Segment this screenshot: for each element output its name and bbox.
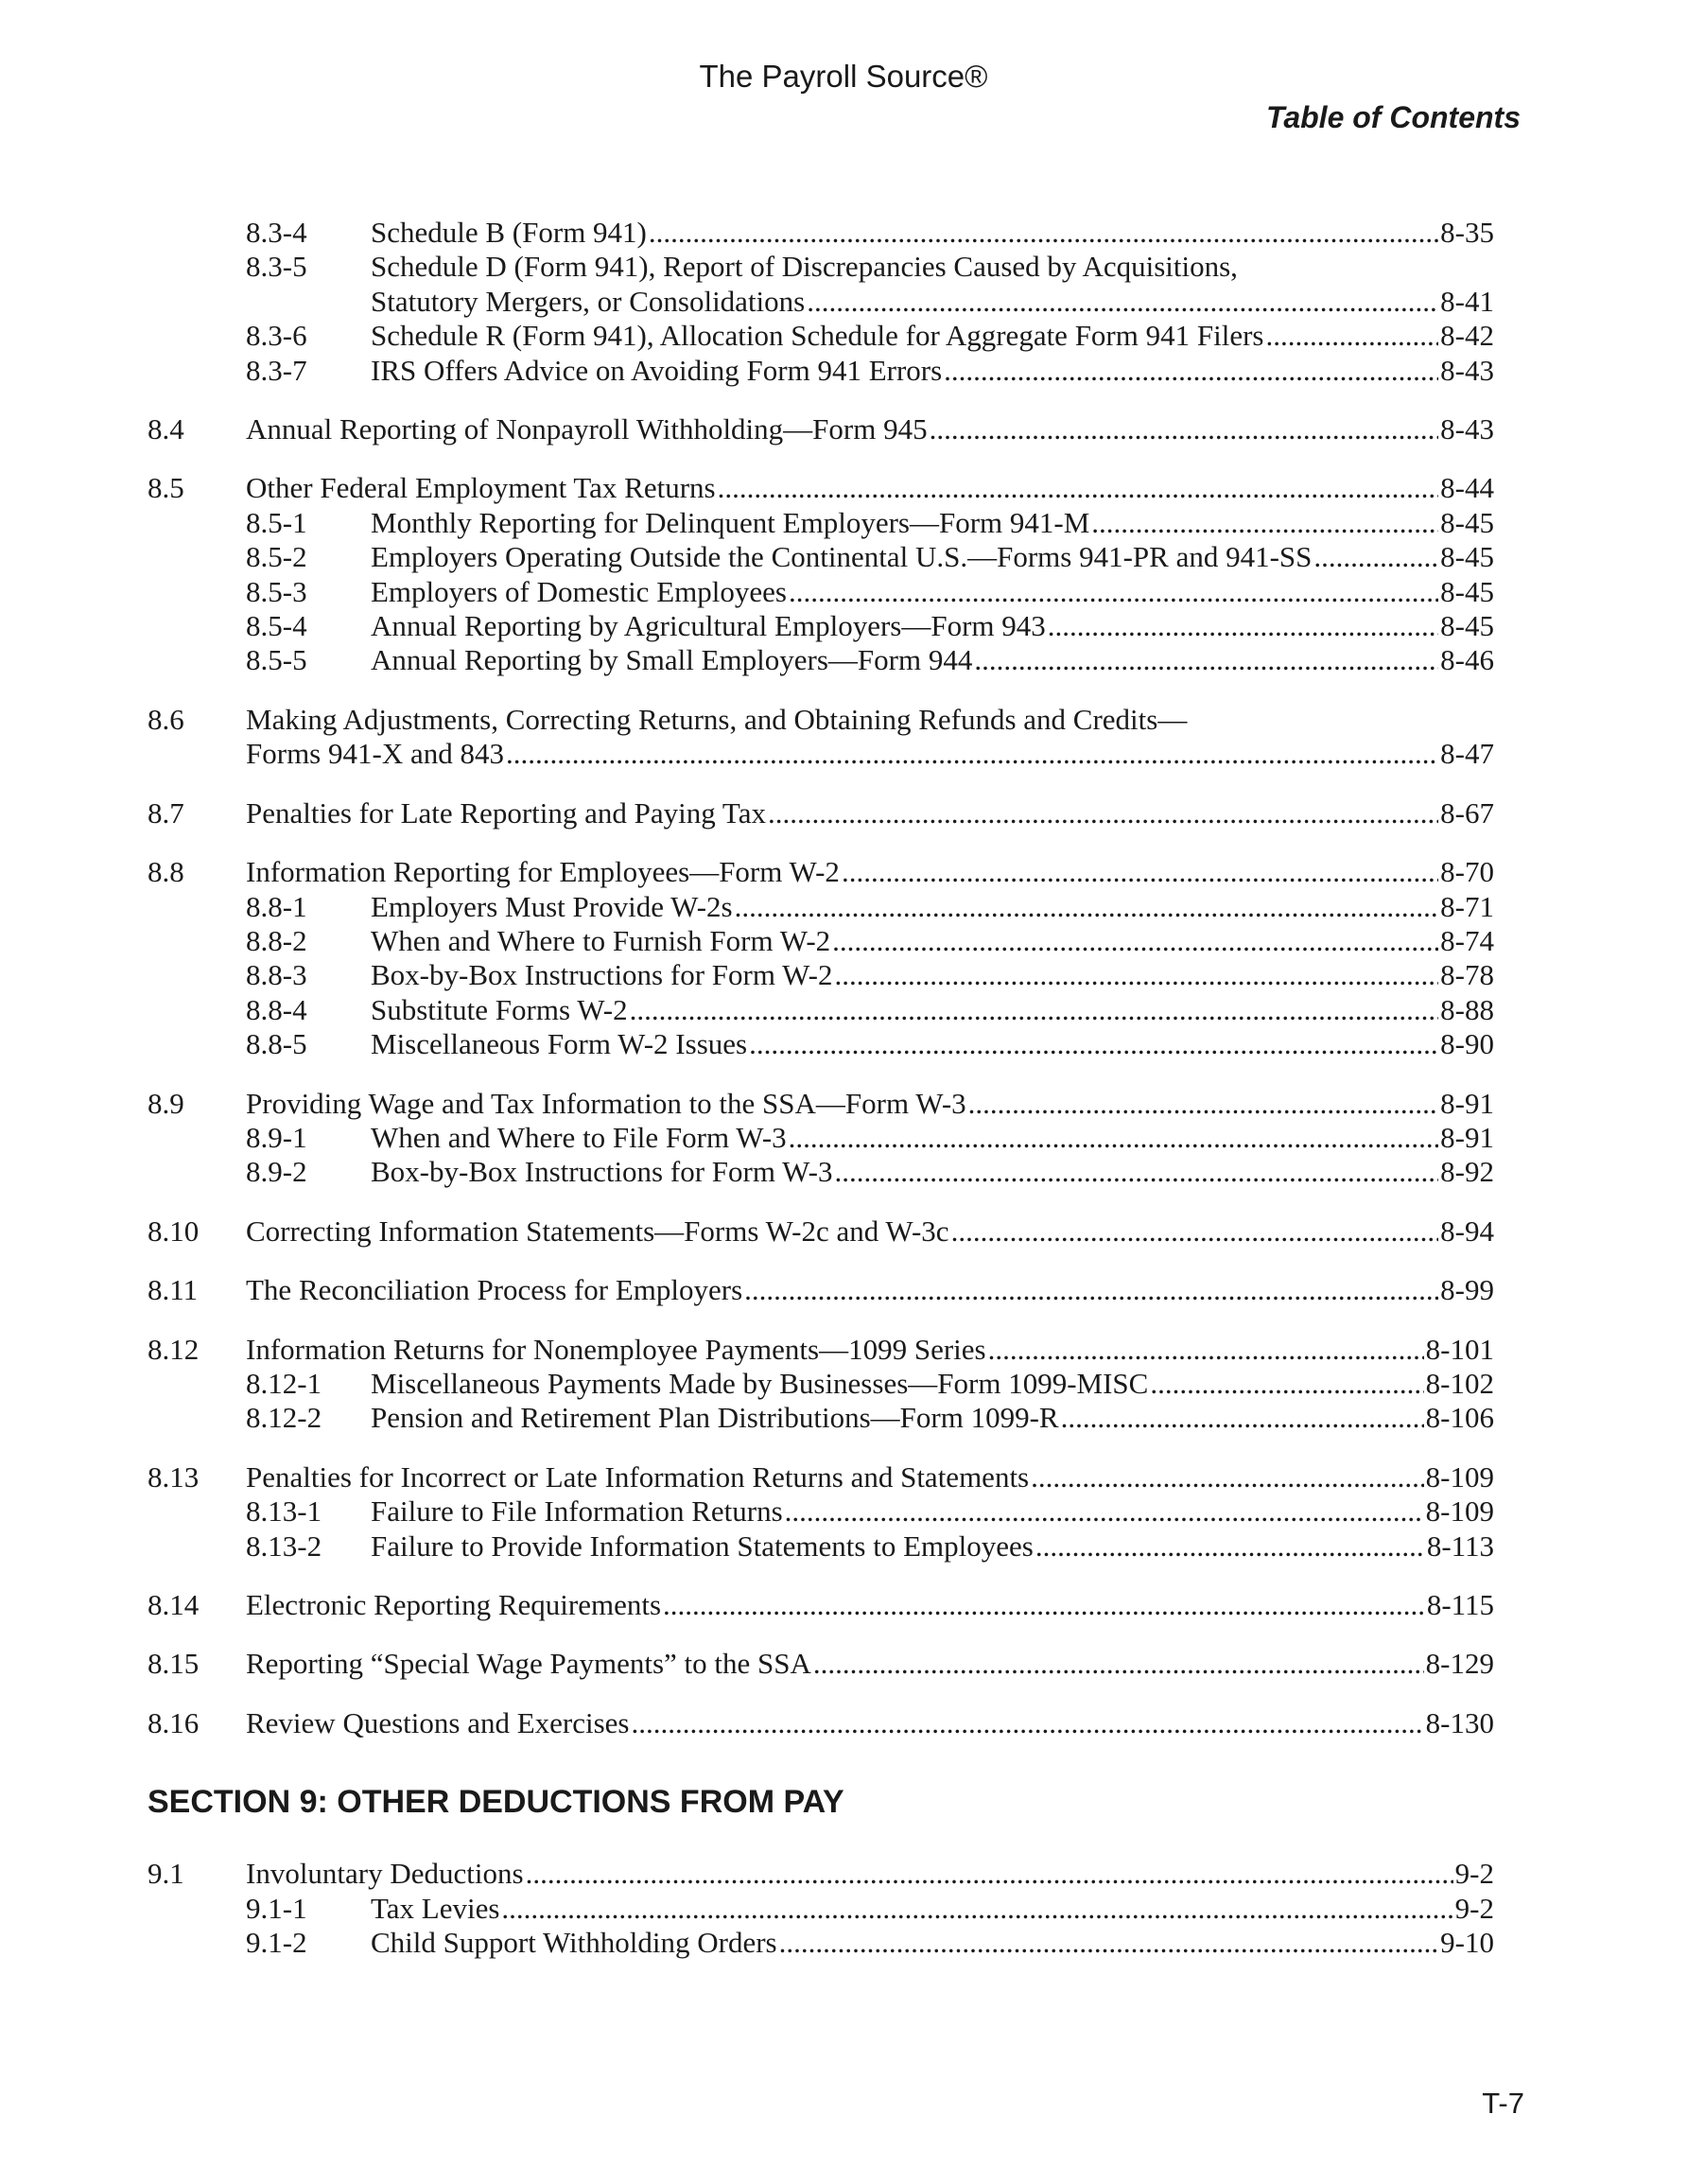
toc-entry — [148, 855, 1494, 889]
entry-page: 8-35 — [1440, 216, 1494, 249]
toc-subentry — [148, 643, 1494, 677]
dot-leader — [789, 575, 1438, 609]
entry-line — [246, 1460, 1494, 1494]
entry-page: 8-94 — [1440, 1214, 1494, 1248]
entry-line — [371, 1121, 1494, 1155]
page-number: T-7 — [1482, 2087, 1524, 2120]
dot-leader — [974, 643, 1438, 677]
entry-page: 8-91 — [1440, 1086, 1494, 1120]
dot-leader — [501, 1892, 1452, 1926]
entry-page: 8-92 — [1440, 1155, 1494, 1189]
toc-subentry — [148, 1401, 1494, 1435]
entry-body — [371, 216, 1494, 250]
entry-line — [371, 1401, 1494, 1435]
entry-title: Schedule B (Form 941) — [371, 216, 647, 249]
entry-number: 8.13-2 — [246, 1529, 322, 1563]
entry-title: Box-by-Box Instructions for Form W-2 — [371, 958, 833, 992]
entry-title: Reporting “Special Wage Payments” to the SSA — [246, 1647, 811, 1681]
entry-title: Penalties for Incorrect or Late Information Returns and Statements — [246, 1459, 1030, 1494]
toc-group — [148, 855, 1494, 1061]
entry-number: 8.15 — [148, 1647, 200, 1681]
section-title: SECTION 9: OTHER DEDUCTIONS FROM PAY — [148, 1784, 844, 1821]
dot-leader — [768, 796, 1438, 830]
entry-page: 8-43 — [1440, 412, 1494, 446]
entry-title: Information Reporting for Employees—Form W-2 — [246, 855, 840, 889]
entry-title: Child Support Withholding Orders — [371, 1926, 777, 1960]
entry-title: Monthly Reporting for Delinquent Employers—Form 941-M — [371, 505, 1090, 539]
toc-entry — [148, 412, 1494, 446]
dot-leader — [968, 1087, 1439, 1121]
entry-page: 8-101 — [1425, 1332, 1494, 1366]
toc-subentry — [148, 1367, 1494, 1401]
entry-number: 8.13 — [148, 1459, 200, 1494]
entry-line — [371, 1494, 1494, 1529]
dot-leader — [835, 1155, 1439, 1189]
toc-entry — [148, 1087, 1494, 1121]
entry-line — [371, 609, 1494, 643]
entry-number: 8.5-1 — [246, 505, 307, 539]
entry-body — [371, 890, 1494, 924]
entry-page: 8-45 — [1440, 505, 1494, 539]
entry-number: 9.1 — [148, 1857, 184, 1891]
entry-line — [246, 412, 1494, 446]
entry-body — [246, 1706, 1494, 1740]
entry-line — [371, 1529, 1494, 1564]
entry-number: 8.6 — [148, 702, 184, 736]
toc-entry — [148, 1273, 1494, 1307]
dot-leader — [735, 890, 1439, 924]
entry-page: 8-46 — [1440, 643, 1494, 677]
entry-body — [246, 703, 1494, 772]
entry-page: 8-74 — [1440, 923, 1494, 957]
toc-group — [148, 412, 1494, 446]
entry-line — [246, 1647, 1494, 1681]
entry-title: Tax Levies — [371, 1891, 500, 1925]
entry-page: 8-102 — [1425, 1366, 1494, 1400]
entry-page: 8-130 — [1425, 1705, 1494, 1739]
entry-body — [371, 643, 1494, 677]
table-of-contents — [148, 216, 1494, 1984]
dot-leader — [1061, 1401, 1424, 1435]
entry-page: 8-129 — [1425, 1647, 1494, 1681]
entry-body — [371, 924, 1494, 958]
dot-leader — [506, 737, 1438, 771]
toc-subentry — [148, 1926, 1494, 1960]
dot-leader — [663, 1588, 1425, 1622]
dot-leader — [649, 216, 1438, 250]
entry-body — [371, 506, 1494, 540]
entry-body — [246, 1214, 1494, 1249]
toc-subentry — [148, 1494, 1494, 1529]
entry-line — [246, 1706, 1494, 1740]
entry-line — [246, 737, 1494, 771]
dot-leader — [779, 1926, 1439, 1960]
entry-line — [371, 216, 1494, 250]
entry-line — [371, 1027, 1494, 1061]
entry-line — [246, 1087, 1494, 1121]
toc-subentry — [148, 216, 1494, 250]
dot-leader — [988, 1333, 1424, 1367]
entry-title: Failure to File Information Returns — [371, 1494, 783, 1529]
entry-line — [371, 993, 1494, 1027]
entry-line — [371, 250, 1494, 284]
entry-title: Substitute Forms W-2 — [371, 992, 628, 1026]
toc-group — [148, 1588, 1494, 1622]
dot-leader — [807, 285, 1438, 319]
entry-line — [246, 703, 1494, 737]
dot-leader — [1035, 1529, 1425, 1564]
entry-line — [371, 890, 1494, 924]
toc-group — [148, 703, 1494, 772]
toc-subentry — [148, 924, 1494, 958]
toc-subentry — [148, 609, 1494, 643]
entry-line — [246, 1588, 1494, 1622]
toc-group — [148, 1333, 1494, 1436]
toc-group — [148, 1857, 1494, 1960]
entry-number: 8.16 — [148, 1705, 200, 1739]
entry-number: 8.8-3 — [246, 958, 307, 992]
entry-page: 8-41 — [1440, 284, 1494, 318]
entry-line — [371, 354, 1494, 388]
toc-subentry — [148, 890, 1494, 924]
toc-subentry — [148, 540, 1494, 574]
entry-body — [371, 319, 1494, 353]
toc-entry — [148, 1706, 1494, 1740]
entry-page: 8-109 — [1425, 1459, 1494, 1494]
entry-page: 8-91 — [1440, 1120, 1494, 1154]
entry-page: 8-67 — [1440, 795, 1494, 830]
entry-line — [371, 319, 1494, 353]
entry-line — [371, 1367, 1494, 1401]
entry-line — [371, 506, 1494, 540]
dot-leader — [1313, 540, 1438, 574]
entry-page: 8-115 — [1426, 1588, 1494, 1621]
entry-number: 8.5-3 — [246, 574, 307, 608]
entry-page: 8-45 — [1440, 609, 1494, 643]
entry-number: 8.3-7 — [246, 353, 307, 387]
entry-body — [246, 1460, 1494, 1494]
toc-subentry — [148, 958, 1494, 992]
dot-leader — [842, 855, 1438, 889]
dot-leader — [1091, 506, 1438, 540]
entry-number: 8.13-1 — [246, 1494, 322, 1529]
entry-title: Failure to Provide Information Statements to Employees — [371, 1529, 1034, 1563]
entry-title: Electronic Reporting Requirements — [246, 1588, 662, 1621]
entry-title: Schedule R (Form 941), Allocation Schedule for Aggregate Form 941 Filers — [371, 319, 1264, 353]
toc-subentry — [148, 250, 1494, 319]
entry-number: 8.5 — [148, 471, 184, 505]
toc-subentry — [148, 319, 1494, 353]
entry-title: Statutory Mergers, or Consolidations — [371, 284, 806, 318]
entry-title: Information Returns for Nonemployee Payments—1099 Series — [246, 1332, 986, 1366]
dot-leader — [832, 924, 1438, 958]
entry-title: Employers Must Provide W-2s — [371, 889, 733, 923]
entry-title: Miscellaneous Form W-2 Issues — [371, 1027, 748, 1061]
entry-number: 8.5-4 — [246, 609, 307, 643]
entry-page: 8-78 — [1440, 958, 1494, 992]
entry-body — [371, 540, 1494, 574]
entry-title: Annual Reporting by Small Employers—Form 944 — [371, 643, 973, 677]
entry-body — [371, 1121, 1494, 1155]
dot-leader — [744, 1273, 1438, 1307]
dot-leader — [526, 1857, 1453, 1891]
toc-subentry — [148, 354, 1494, 388]
entry-title: Making Adjustments, Correcting Returns, and Obtaining Refunds and Credits— — [246, 702, 1188, 736]
entry-page: 8-45 — [1440, 574, 1494, 608]
dot-leader — [749, 1027, 1438, 1061]
entry-number: 8.14 — [148, 1588, 200, 1621]
entry-title: Forms 941-X and 843 — [246, 737, 504, 771]
entry-body — [371, 958, 1494, 992]
toc-group — [148, 796, 1494, 830]
toc-group — [148, 471, 1494, 677]
entry-body — [371, 1494, 1494, 1529]
entry-number: 8.3-6 — [246, 319, 307, 353]
dot-leader — [1048, 609, 1438, 643]
toc-group — [148, 1647, 1494, 1681]
entry-line — [246, 1214, 1494, 1249]
entry-page: 8-70 — [1440, 855, 1494, 889]
entry-line — [371, 958, 1494, 992]
entry-page: 8-45 — [1440, 540, 1494, 574]
dot-leader — [785, 1494, 1424, 1529]
dot-leader — [718, 471, 1439, 505]
toc-subentry — [148, 1027, 1494, 1061]
toc-entry — [148, 471, 1494, 505]
dot-leader — [1266, 319, 1439, 353]
toc-group — [148, 1706, 1494, 1740]
entry-title: Schedule D (Form 941), Report of Discrepancies Caused by Acquisitions, — [371, 250, 1238, 284]
entry-line — [371, 540, 1494, 574]
toc-subentry — [148, 575, 1494, 609]
entry-body — [371, 1367, 1494, 1401]
toc-subentry — [148, 993, 1494, 1027]
entry-body — [371, 1027, 1494, 1061]
entry-line — [246, 471, 1494, 505]
entry-line — [246, 1273, 1494, 1307]
dot-leader — [1031, 1460, 1424, 1494]
toc-heading: Table of Contents — [1265, 100, 1521, 134]
dot-leader — [813, 1647, 1424, 1681]
entry-body — [246, 796, 1494, 830]
entry-title: Employers Operating Outside the Continental U.S.—Forms 941-PR and 941-SS — [371, 540, 1313, 574]
entry-page: 8-43 — [1440, 353, 1494, 387]
toc-entry — [148, 1333, 1494, 1367]
toc-subentry — [148, 1155, 1494, 1189]
entry-body — [246, 1647, 1494, 1681]
dot-leader — [930, 412, 1439, 446]
toc-group — [148, 216, 1494, 388]
entry-body — [246, 1273, 1494, 1307]
entry-number: 8.10 — [148, 1214, 200, 1248]
entry-page: 8-47 — [1440, 737, 1494, 771]
toc-section-8-entries — [148, 216, 1494, 1740]
entry-line — [371, 575, 1494, 609]
entry-number: 8.9-1 — [246, 1120, 307, 1154]
entry-page: 8-88 — [1440, 992, 1494, 1026]
entry-title: When and Where to File Form W-3 — [371, 1120, 787, 1154]
entry-number: 8.7 — [148, 795, 184, 830]
entry-number: 8.12-1 — [246, 1366, 322, 1400]
dot-leader — [835, 958, 1439, 992]
entry-body — [246, 1087, 1494, 1121]
entry-title: Annual Reporting by Agricultural Employers—Form 943 — [371, 609, 1046, 643]
dot-leader — [630, 993, 1439, 1027]
entry-title: Annual Reporting of Nonpayroll Withholding—Form 945 — [246, 412, 928, 446]
toc-group — [148, 1460, 1494, 1564]
entry-body — [371, 1926, 1494, 1960]
entry-number: 8.9 — [148, 1086, 184, 1120]
entry-page: 9-10 — [1440, 1926, 1494, 1960]
entry-title: Correcting Information Statements—Forms W-2c and W-3c — [246, 1214, 949, 1248]
entry-page: 8-44 — [1440, 471, 1494, 505]
entry-title: The Reconciliation Process for Employers — [246, 1273, 743, 1307]
entry-body — [371, 354, 1494, 388]
entry-title: Penalties for Late Reporting and Paying Tax — [246, 795, 766, 830]
entry-number: 8.8-2 — [246, 923, 307, 957]
entry-number: 8.8-5 — [246, 1027, 307, 1061]
entry-page: 8-99 — [1440, 1273, 1494, 1307]
dot-leader — [951, 1214, 1439, 1249]
toc-group — [148, 1087, 1494, 1190]
entry-title: Pension and Retirement Plan Distributions—Form 1099-R — [371, 1401, 1059, 1435]
toc-group — [148, 1273, 1494, 1307]
entry-number: 8.12 — [148, 1332, 200, 1366]
entry-line — [371, 1155, 1494, 1189]
entry-number: 8.5-2 — [246, 540, 307, 574]
entry-line — [246, 796, 1494, 830]
entry-body — [371, 575, 1494, 609]
entry-body — [371, 609, 1494, 643]
entry-page: 9-2 — [1454, 1857, 1494, 1891]
entry-title: Review Questions and Exercises — [246, 1705, 630, 1739]
dot-leader — [789, 1121, 1439, 1155]
entry-page: 8-90 — [1440, 1027, 1494, 1061]
entry-line — [371, 1892, 1494, 1926]
entry-page: 8-113 — [1426, 1529, 1494, 1563]
entry-number: 8.8 — [148, 855, 184, 889]
entry-number: 8.5-5 — [246, 643, 307, 677]
entry-title: Providing Wage and Tax Information to the SSA—Form W-3 — [246, 1086, 966, 1120]
entry-line — [246, 1333, 1494, 1367]
dot-leader — [1150, 1367, 1423, 1401]
toc-subentry — [148, 1529, 1494, 1564]
entry-number: 8.3-4 — [246, 216, 307, 249]
dot-leader — [944, 354, 1438, 388]
toc-entry — [148, 1214, 1494, 1249]
entry-line — [371, 643, 1494, 677]
entry-title: Miscellaneous Payments Made by Businesses—Form 1099-MISC — [371, 1366, 1149, 1400]
entry-body — [371, 1401, 1494, 1435]
entry-number: 9.1-2 — [246, 1926, 307, 1960]
toc-group — [148, 1214, 1494, 1249]
entry-line — [371, 924, 1494, 958]
entry-title: When and Where to Furnish Form W-2 — [371, 923, 831, 957]
toc-subentry — [148, 506, 1494, 540]
entry-number: 9.1-1 — [246, 1891, 307, 1925]
entry-number: 8.8-4 — [246, 992, 307, 1026]
running-header: The Payroll Source® — [699, 59, 988, 94]
entry-title: Employers of Domestic Employees — [371, 574, 787, 608]
entry-page: 8-106 — [1425, 1401, 1494, 1435]
entry-number: 8.3-5 — [246, 250, 307, 284]
entry-page: 9-2 — [1454, 1891, 1494, 1925]
entry-body — [246, 855, 1494, 889]
toc-subentry — [148, 1121, 1494, 1155]
entry-body — [246, 1857, 1494, 1891]
entry-number: 8.11 — [148, 1273, 199, 1307]
toc-section-9-entries — [148, 1857, 1494, 1960]
entry-page: 8-109 — [1425, 1494, 1494, 1529]
entry-title: Involuntary Deductions — [246, 1857, 524, 1891]
entry-title: Other Federal Employment Tax Returns — [246, 471, 716, 505]
entry-body — [246, 471, 1494, 505]
entry-page: 8-42 — [1440, 319, 1494, 353]
dot-leader — [631, 1706, 1423, 1740]
entry-body — [246, 412, 1494, 446]
entry-body — [371, 250, 1494, 319]
entry-body — [371, 1892, 1494, 1926]
entry-line — [371, 1926, 1494, 1960]
entry-number: 8.4 — [148, 412, 184, 446]
entry-body — [371, 993, 1494, 1027]
entry-number: 8.8-1 — [246, 889, 307, 923]
entry-body — [246, 1333, 1494, 1367]
toc-subentry — [148, 1892, 1494, 1926]
entry-number: 8.12-2 — [246, 1401, 322, 1435]
toc-entry — [148, 1857, 1494, 1891]
entry-number: 8.9-2 — [246, 1155, 307, 1189]
toc-entry — [148, 1460, 1494, 1494]
toc-entry — [148, 796, 1494, 830]
entry-title: IRS Offers Advice on Avoiding Form 941 Errors — [371, 353, 943, 387]
toc-entry — [148, 1588, 1494, 1622]
entry-line — [246, 1857, 1494, 1891]
toc-entry — [148, 703, 1494, 772]
entry-line — [371, 285, 1494, 319]
entry-body — [246, 1588, 1494, 1622]
entry-body — [371, 1529, 1494, 1564]
entry-body — [371, 1155, 1494, 1189]
toc-entry — [148, 1647, 1494, 1681]
entry-page: 8-71 — [1440, 889, 1494, 923]
entry-title: Box-by-Box Instructions for Form W-3 — [371, 1155, 833, 1189]
entry-line — [246, 855, 1494, 889]
